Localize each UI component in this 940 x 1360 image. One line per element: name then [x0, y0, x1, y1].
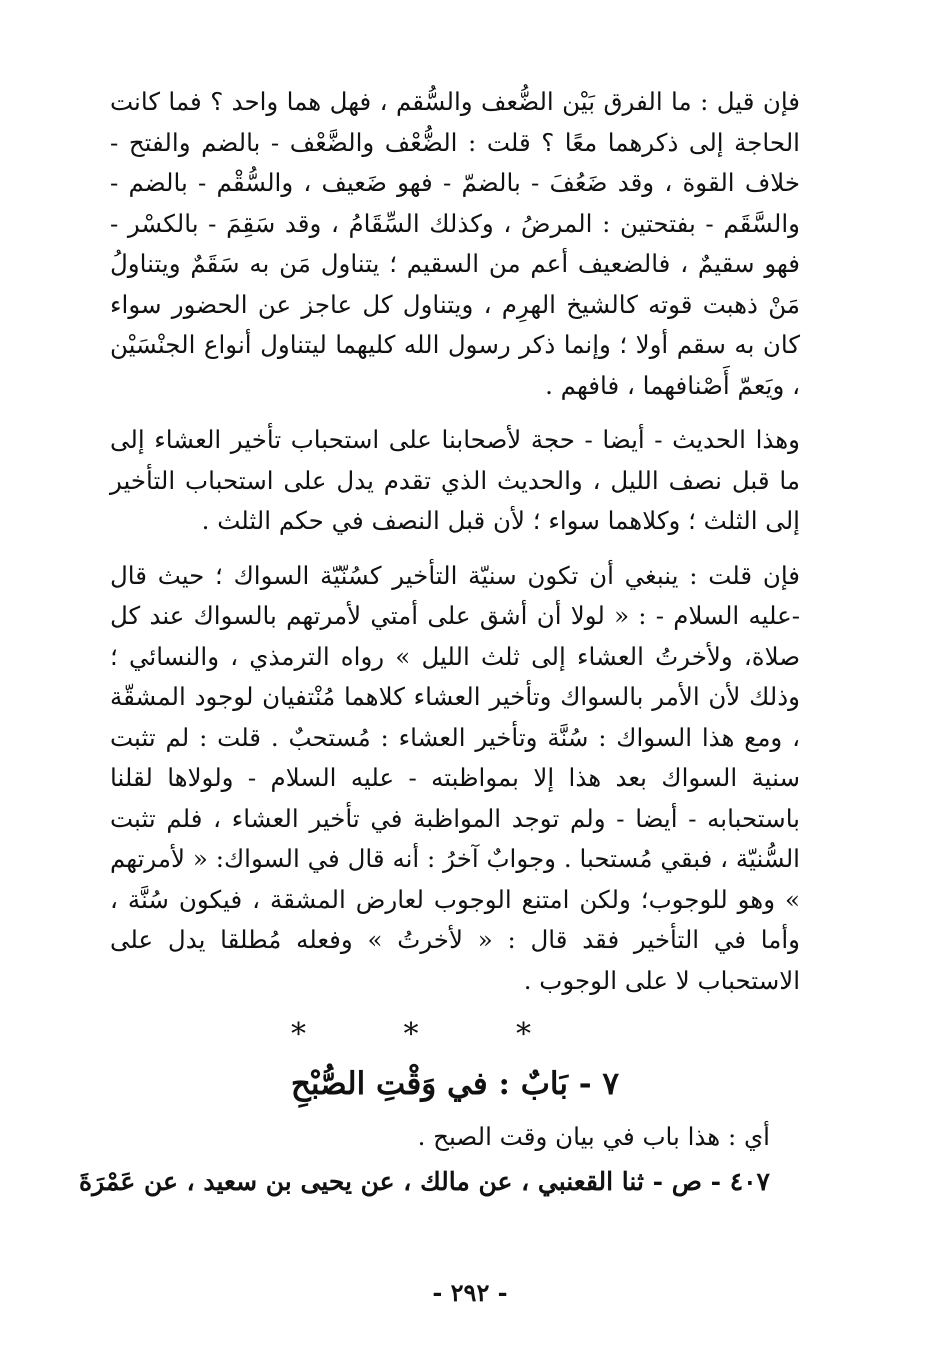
chapter-note: أي : هذا باب في بيان وقت الصبح . — [417, 1122, 770, 1151]
section-separator: * * * — [290, 1017, 576, 1052]
page-number: - ٢٩٢ - — [432, 1278, 508, 1307]
paragraph-isha-delay: وهذا الحديث - أيضا - حجة لأصحابنا على استحباب تأخير العشاء إلى ما قبل نصف الليل ، والحديث الذي تقدم يدل على استحباب التأخير إلى الثلث ؛ وكلاهما سواء ؛ لأن قبل النصف في حكم الثلث . — [110, 425, 800, 535]
paragraph-weakness-sickness: فإن قيل : ما الفرق بَيْن الضُّعف والسُّقم ، فهل هما واحد ؟ فما كانت الحاجة إلى ذكرهما معًا ؟ قلت : الضُّعْف والضَّعْف - بالضم والفتح - خلاف القوة ، وقد ضَعُفَ - بالضمّ - فهو ضَعيف ، والسُّقْم - بالضم - والسَّقَم - بفتحتين : المرضُ ، وكذلك السِّقَامُ ، وقد سَقِمَ - بالكسْر - فهو سقيمٌ ، فالضعيف أعم من السقيم ؛ يتناول مَن به سَقَمٌ ويتناولُ مَنْ ذهبت قوته كالشيخ الهرِم ، ويتناول كل عاجز عن الحضور سواء كان به سقم أولا ؛ وإنما ذكر رسول الله كليهما ليتناول أنواع الجنْسَيْن ، ويَعمّ أَصْنافهما ، فافهم . — [110, 87, 800, 400]
chapter-title: ٧ - بَابٌ : في وَقْتِ الصُّبْحِ — [290, 1066, 620, 1102]
hadith-chain: ٤٠٧ - ص - ثنا القعنبي ، عن مالك ، عن يحيى بن سعيد ، عن عَمْرَةَ — [79, 1167, 770, 1196]
paragraph-siwak-sunnah: فإن قلت : ينبغي أن تكون سنيّة التأخير كسُنّيّة السواك ؛ حيث قال -عليه السلام - : « لولا أن أشق على أمتي لأمرتهم بالسواك عند كل صلاة، ولأخرتُ العشاء إلى ثلث الليل » رواه الترمذي ، والنسائي ؛ وذلك لأن الأمر بالسواك وتأخير العشاء كلاهما مُنْتفيان لوجود المشقّة ، ومع هذا السواك : سُنَّة وتأخير العشاء : مُستحبٌ . قلت : لم تثبت سنية السواك بعد هذا إلا بمواظبته - عليه السلام - ولولاها لقلنا باستحبابه - أيضا - ولم توجد المواظبة في تأخير العشاء ، فلم تثبت السُّنيّة ، فبقي مُستحبا . وجوابٌ آخرُ : أنه قال في السواك: « لأمرتهم » وهو للوجوب؛ ولكن امتنع الوجوب لعارض المشقة ، فيكون سُنَّة ، وأما في التأخير فقد قال : « لأخرتُ » وفعله مُطلقا يدل على الاستحباب لا على الوجوب . — [110, 560, 800, 995]
